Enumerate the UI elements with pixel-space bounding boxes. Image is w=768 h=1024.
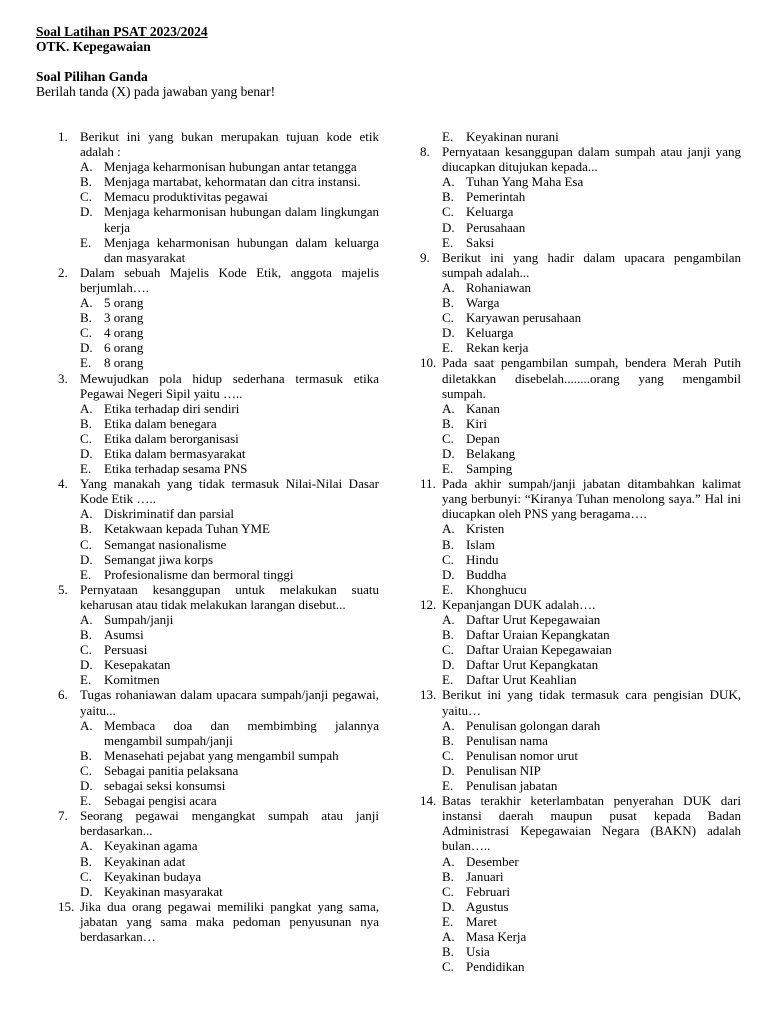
- option-text: Agustus: [466, 898, 509, 914]
- option-letter: E.: [442, 581, 454, 597]
- option-text: Memacu produktivitas pegawai: [104, 189, 268, 205]
- option-text: Etika terhadap diri sendiri: [104, 400, 240, 416]
- option-letter: D.: [442, 566, 455, 582]
- answer-option: [442, 914, 741, 929]
- option-letter: C.: [80, 430, 92, 446]
- option-letter: E.: [442, 340, 454, 356]
- option-letter: A.: [442, 400, 455, 416]
- answer-option: [80, 763, 379, 778]
- option-letter: C.: [442, 747, 454, 763]
- question-text: Batas terakhir keterlambatan penyerahan DUK dari instansi daerah maupun pusat kepada Badan Administrasi Kepegawaian Negara (BAKN) adalah bulan…..: [442, 793, 741, 854]
- option-letter: C.: [442, 642, 454, 658]
- option-text: Daftar Urut Keahlian: [466, 672, 577, 688]
- answer-option: [442, 567, 741, 582]
- answer-option: [80, 461, 379, 476]
- option-letter: D.: [442, 325, 455, 341]
- option-text: Desember: [466, 853, 519, 869]
- option-letter: E.: [442, 778, 454, 794]
- option-text: Samping: [466, 461, 513, 477]
- option-text: Daftar Uraian Kepangkatan: [466, 627, 610, 643]
- answer-option: [80, 627, 379, 642]
- option-text: Diskriminatif dan parsial: [104, 506, 234, 522]
- option-text: Penulisan nomor urut: [466, 747, 578, 763]
- question-number: 1.: [58, 129, 68, 144]
- left-column: [58, 129, 379, 944]
- option-text: 3 orang: [104, 310, 144, 326]
- option-letter: C.: [442, 430, 454, 446]
- option-letter: B.: [442, 944, 454, 960]
- answer-option: [80, 431, 379, 446]
- option-letter: D.: [442, 898, 455, 914]
- option-text: Penulisan jabatan: [466, 778, 558, 794]
- question-number: 5.: [58, 581, 68, 597]
- answer-option: [442, 929, 741, 944]
- question-text: Berikut ini yang tidak termasuk cara pengisian DUK, yaitu…: [442, 687, 741, 718]
- question-text: Berikut ini yang bukan merupakan tujuan kode etik adalah :: [80, 129, 379, 160]
- answer-option: [442, 672, 741, 687]
- answer-option: [80, 612, 379, 627]
- question: [420, 597, 741, 612]
- option-text: Sebagai pengisi acara: [104, 793, 217, 809]
- option-letter: E.: [80, 566, 92, 582]
- option-text: Rekan kerja: [466, 340, 529, 356]
- option-letter: A.: [442, 521, 455, 537]
- option-letter: E.: [442, 129, 454, 144]
- answer-option: [80, 869, 379, 884]
- option-letter: C.: [80, 536, 92, 552]
- answer-option: [442, 642, 741, 657]
- answer-option: [442, 944, 741, 959]
- option-letter: A.: [80, 717, 93, 733]
- option-letter: E.: [80, 672, 92, 688]
- question: [58, 371, 379, 401]
- option-letter: A.: [80, 612, 93, 627]
- option-text: Daftar Urut Kepegawaian: [466, 612, 601, 627]
- option-text: Ketakwaan kepada Tuhan YME: [104, 521, 270, 537]
- answer-option: [442, 220, 741, 235]
- answer-option: [80, 310, 379, 325]
- option-letter: A.: [442, 612, 455, 627]
- answer-option: [80, 174, 379, 189]
- option-letter: B.: [80, 853, 92, 869]
- option-letter: B.: [80, 310, 92, 326]
- option-letter: B.: [442, 415, 454, 431]
- question: [58, 582, 379, 612]
- answer-option: [442, 431, 741, 446]
- option-text: Masa Kerja: [466, 928, 527, 944]
- answer-option: [442, 869, 741, 884]
- option-text: Menjaga keharmonisan hubungan dalam keluarga dan masyarakat: [104, 234, 379, 265]
- answer-option: [442, 340, 741, 355]
- answer-option: [442, 204, 741, 219]
- question: [58, 476, 379, 506]
- answer-option: [442, 446, 741, 461]
- answer-option: [80, 521, 379, 536]
- answer-option: [80, 657, 379, 672]
- option-text: Penulisan golongan darah: [466, 717, 601, 733]
- question-text: Tugas rohaniawan dalam upacara sumpah/janji pegawai, yaitu...: [80, 687, 379, 718]
- question: [420, 144, 741, 174]
- question-text: Seorang pegawai mengangkat sumpah atau janji berdasarkan...: [80, 808, 379, 839]
- option-text: Belakang: [466, 445, 516, 461]
- option-letter: A.: [80, 506, 93, 522]
- option-letter: B.: [442, 189, 454, 205]
- option-text: 5 orang: [104, 295, 144, 311]
- question-number: 8.: [420, 144, 430, 160]
- question-number: 6.: [58, 687, 68, 703]
- option-letter: D.: [80, 657, 93, 673]
- question: [420, 250, 741, 280]
- answer-option: [442, 778, 741, 793]
- answer-option: [80, 416, 379, 431]
- option-text: Keyakinan nurani: [466, 129, 559, 144]
- instruction-text: Berilah tanda (X) pada jawaban yang benar!: [36, 84, 276, 100]
- answer-option: [80, 295, 379, 310]
- option-letter: C.: [80, 868, 92, 884]
- option-letter: A.: [80, 838, 93, 854]
- answer-option: [80, 204, 379, 234]
- question: [420, 476, 741, 521]
- answer-option: [442, 235, 741, 250]
- option-text: Asumsi: [104, 627, 144, 643]
- question-text: Pernyataan kesanggupan untuk melakukan suatu keharusan atau tidak melakukan larangan disebut...: [80, 581, 379, 612]
- option-text: Maret: [466, 913, 498, 929]
- option-text: Menjaga martabat, kehormatan dan citra instansi.: [104, 174, 361, 190]
- option-text: Saksi: [466, 234, 495, 250]
- option-letter: E.: [442, 672, 454, 688]
- question: [420, 793, 741, 853]
- option-letter: D.: [80, 551, 93, 567]
- option-text: Keyakinan masyarakat: [104, 883, 223, 899]
- answer-option: [442, 552, 741, 567]
- option-text: Semangat nasionalisme: [104, 536, 227, 552]
- option-letter: D.: [442, 657, 455, 673]
- question-text: Kepanjangan DUK adalah….: [442, 596, 596, 612]
- answer-option: [442, 280, 741, 295]
- answer-option: [442, 129, 741, 144]
- answer-option: [80, 642, 379, 657]
- answer-option: [442, 899, 741, 914]
- option-text: Khonghucu: [466, 581, 527, 597]
- option-letter: A.: [80, 400, 93, 416]
- option-letter: E.: [442, 913, 454, 929]
- option-letter: D.: [80, 340, 93, 356]
- option-letter: A.: [442, 928, 455, 944]
- answer-option: [80, 778, 379, 793]
- option-letter: B.: [442, 627, 454, 643]
- answer-option: [80, 355, 379, 370]
- option-letter: B.: [80, 627, 92, 643]
- option-text: Membaca doa dan membimbing jalannya mengambil sumpah/janji: [104, 717, 379, 748]
- option-text: Etika dalam bermasyarakat: [104, 445, 246, 461]
- question-number: 15.: [58, 898, 75, 914]
- option-letter: B.: [80, 415, 92, 431]
- option-text: Menjaga keharmonisan hubungan dalam lingkungan kerja: [104, 204, 379, 235]
- section-title: Soal Pilihan Ganda: [36, 69, 148, 85]
- answer-option: [442, 884, 741, 899]
- option-letter: B.: [442, 536, 454, 552]
- answer-option: [80, 838, 379, 853]
- question: [58, 808, 379, 838]
- answer-option: [442, 174, 741, 189]
- answer-option: [80, 884, 379, 899]
- answer-option: [442, 310, 741, 325]
- answer-option: [80, 235, 379, 265]
- option-letter: A.: [442, 853, 455, 869]
- answer-option: [442, 461, 741, 476]
- option-text: Persuasi: [104, 642, 148, 658]
- option-letter: A.: [442, 717, 455, 733]
- option-letter: B.: [80, 521, 92, 537]
- option-text: Rohaniawan: [466, 279, 531, 295]
- document-subject: OTK. Kepegawaian: [36, 39, 151, 55]
- answer-option: [80, 793, 379, 808]
- option-letter: D.: [80, 883, 93, 899]
- question-text: Berikut ini yang hadir dalam upacara pengambilan sumpah adalah...: [442, 249, 741, 280]
- option-letter: C.: [80, 325, 92, 341]
- option-text: Komitmen: [104, 672, 160, 688]
- option-letter: D.: [442, 219, 455, 235]
- answer-option: [442, 718, 741, 733]
- option-text: Warga: [466, 295, 500, 311]
- answer-option: [80, 325, 379, 340]
- answer-option: [442, 627, 741, 642]
- option-text: Penulisan nama: [466, 732, 548, 748]
- option-text: 6 orang: [104, 340, 144, 356]
- option-letter: A.: [80, 295, 93, 311]
- option-letter: C.: [442, 883, 454, 899]
- option-letter: C.: [442, 959, 454, 975]
- answer-option: [80, 552, 379, 567]
- option-text: Keyakinan budaya: [104, 868, 202, 884]
- option-letter: A.: [442, 279, 455, 295]
- option-letter: B.: [80, 747, 92, 763]
- option-text: Profesionalisme dan bermoral tinggi: [104, 566, 294, 582]
- option-letter: D.: [442, 445, 455, 461]
- answer-option: [442, 537, 741, 552]
- option-text: Februari: [466, 883, 511, 899]
- option-letter: E.: [80, 793, 92, 809]
- option-letter: C.: [442, 551, 454, 567]
- option-text: Islam: [466, 536, 495, 552]
- question: [58, 687, 379, 717]
- question-number: 2.: [58, 264, 68, 280]
- option-letter: E.: [442, 234, 454, 250]
- question-text: Yang manakah yang tidak termasuk Nilai-Nilai Dasar Kode Etik …..: [80, 476, 379, 507]
- question-text: Jika dua orang pegawai memiliki pangkat yang sama, jabatan yang sama maka pedoman penyusunan nya berdasarkan…: [80, 898, 379, 944]
- question: [420, 355, 741, 400]
- option-letter: E.: [442, 461, 454, 477]
- option-text: Sumpah/janji: [104, 612, 174, 627]
- option-text: 8 orang: [104, 355, 144, 371]
- question: [58, 899, 379, 944]
- answer-option: [442, 582, 741, 597]
- option-text: Karyawan perusahaan: [466, 310, 582, 326]
- option-text: Kesepakatan: [104, 657, 171, 673]
- answer-option: [442, 521, 741, 536]
- answer-option: [80, 537, 379, 552]
- option-text: Semangat jiwa korps: [104, 551, 214, 567]
- question-text: Mewujudkan pola hidup sederhana termasuk etika Pegawai Negeri Sipil yaitu …..: [80, 370, 379, 401]
- option-letter: C.: [80, 642, 92, 658]
- option-letter: E.: [80, 461, 92, 477]
- question-text: Pada akhir sumpah/janji jabatan ditambahkan kalimat yang berbunyi: “Kiranya Tuhan menolong saya.” Hal ini diucapkan oleh PNS yang beragama….: [442, 476, 741, 522]
- option-text: Perusahaan: [466, 219, 526, 235]
- option-text: Kristen: [466, 521, 505, 537]
- answer-option: [80, 718, 379, 748]
- question-number: 14.: [420, 793, 437, 809]
- option-text: Etika terhadap sesama PNS: [104, 461, 248, 477]
- option-text: Buddha: [466, 566, 507, 582]
- answer-option: [80, 506, 379, 521]
- option-letter: C.: [442, 204, 454, 220]
- option-letter: B.: [442, 295, 454, 311]
- answer-option: [80, 567, 379, 582]
- answer-option: [80, 340, 379, 355]
- option-text: Keyakinan agama: [104, 838, 198, 854]
- option-text: Daftar Uraian Kepegawaian: [466, 642, 612, 658]
- option-text: Tuhan Yang Maha Esa: [466, 174, 584, 190]
- question-number: 12.: [420, 596, 437, 612]
- answer-option: [442, 416, 741, 431]
- option-letter: E.: [80, 234, 92, 250]
- question-text: Pernyataan kesanggupan dalam sumpah atau janji yang diucapkan ditujukan kepada...: [442, 144, 741, 175]
- answer-option: [442, 763, 741, 778]
- answer-option: [442, 325, 741, 340]
- option-letter: C.: [442, 310, 454, 326]
- answer-option: [442, 401, 741, 416]
- option-text: Pendidikan: [466, 959, 525, 975]
- option-text: Keluarga: [466, 204, 514, 220]
- document-title: Soal Latihan PSAT 2023/2024: [36, 24, 208, 39]
- option-text: Pemerintah: [466, 189, 526, 205]
- option-text: 4 orang: [104, 325, 144, 341]
- answer-option: [442, 295, 741, 310]
- option-letter: B.: [80, 174, 92, 190]
- answer-option: [442, 959, 741, 974]
- question-number: 10.: [420, 355, 437, 371]
- option-text: Keyakinan adat: [104, 853, 186, 869]
- answer-option: [442, 748, 741, 763]
- option-letter: C.: [80, 762, 92, 778]
- answer-option: [442, 189, 741, 204]
- option-text: Hindu: [466, 551, 499, 567]
- question: [420, 687, 741, 717]
- answer-option: [442, 657, 741, 672]
- option-letter: D.: [80, 445, 93, 461]
- option-letter: E.: [80, 355, 92, 371]
- option-text: Etika dalam berorganisasi: [104, 430, 239, 446]
- question: [58, 265, 379, 295]
- question-text: Dalam sebuah Majelis Kode Etik, anggota majelis berjumlah….: [80, 264, 379, 295]
- question: [58, 129, 379, 159]
- option-text: Depan: [466, 430, 500, 446]
- question-text: Pada saat pengambilan sumpah, bendera Merah Putih diletakkan disebelah........orang yang mengambil sumpah.: [442, 355, 741, 401]
- option-text: Kanan: [466, 400, 500, 416]
- option-letter: D.: [80, 204, 93, 220]
- answer-option: [80, 189, 379, 204]
- answer-option: [80, 159, 379, 174]
- answer-option: [442, 854, 741, 869]
- option-letter: B.: [442, 732, 454, 748]
- question-number: 11.: [420, 476, 436, 492]
- answer-option: [80, 672, 379, 687]
- option-text: Etika dalam benegara: [104, 415, 217, 431]
- option-text: Sebagai panitia pelaksana: [104, 762, 239, 778]
- option-text: Menjaga keharmonisan hubungan antar tetangga: [104, 159, 357, 175]
- answer-option: [80, 748, 379, 763]
- answer-option: [80, 854, 379, 869]
- option-text: Kiri: [466, 415, 487, 431]
- option-letter: D.: [80, 778, 93, 794]
- option-letter: C.: [80, 189, 92, 205]
- option-text: Menasehati pejabat yang mengambil sumpah: [104, 747, 339, 763]
- question-number: 7.: [58, 808, 68, 824]
- document-header: [36, 24, 736, 99]
- answer-option: [80, 401, 379, 416]
- option-letter: A.: [80, 159, 93, 175]
- question-number: 3.: [58, 370, 68, 386]
- question-number: 9.: [420, 249, 430, 265]
- option-letter: D.: [442, 762, 455, 778]
- question-number: 13.: [420, 687, 437, 703]
- right-column: [420, 129, 741, 974]
- option-text: Usia: [466, 944, 490, 960]
- answer-option: [80, 446, 379, 461]
- option-text: Penulisan NIP: [466, 762, 541, 778]
- option-text: Daftar Urut Kepangkatan: [466, 657, 599, 673]
- option-text: Januari: [466, 868, 504, 884]
- option-text: Keluarga: [466, 325, 514, 341]
- option-text: sebagai seksi konsumsi: [104, 778, 226, 794]
- question-number: 4.: [58, 476, 68, 492]
- answer-option: [442, 733, 741, 748]
- option-letter: A.: [442, 174, 455, 190]
- option-letter: B.: [442, 868, 454, 884]
- answer-option: [442, 612, 741, 627]
